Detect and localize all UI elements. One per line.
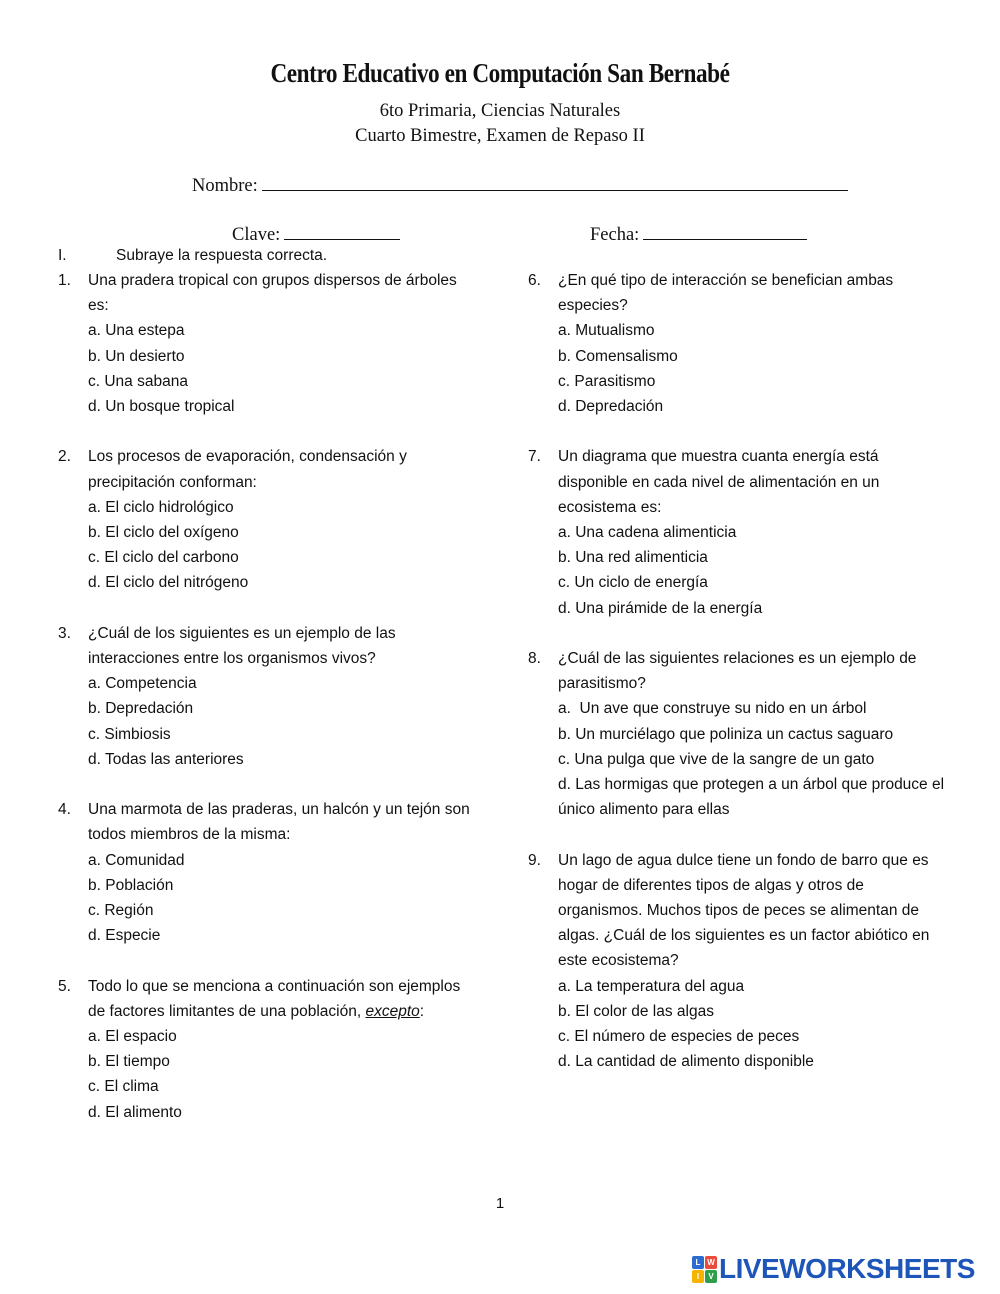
question-number: 9. — [528, 851, 541, 869]
question-number: 6. — [528, 272, 541, 289]
answer-option[interactable]: c. Simbiosis — [88, 725, 171, 743]
answer-option[interactable]: b. Comensalismo — [558, 347, 678, 365]
question-number: 5. — [58, 977, 71, 995]
question-stem: Una pradera tropical con grupos dispersos de árboles es: — [88, 272, 457, 315]
question-stem: Una marmota de las praderas, un halcón y un tejón son todos miembros de la misma: — [88, 801, 470, 844]
question-stem: ¿Cuál de los siguientes es un ejemplo de las interacciones entre los organismos vivos? — [88, 624, 396, 668]
answer-option[interactable]: c. Región — [88, 902, 154, 920]
question-6 — [528, 268, 948, 419]
question-2 — [58, 444, 478, 595]
question-8 — [528, 646, 948, 822]
answer-option[interactable]: b. El ciclo del oxígeno — [88, 524, 239, 542]
fecha-field[interactable] — [590, 223, 807, 246]
questions-right-column — [528, 268, 948, 1100]
answer-option[interactable]: a. Un ave que construye su nido en un árbol — [558, 700, 867, 718]
logo-text: LIVEWORKSHEETS — [719, 1253, 975, 1284]
answer-option[interactable]: c. Una sabana — [88, 372, 188, 390]
question-stem-tail: : — [419, 1002, 425, 1020]
name-field[interactable] — [192, 174, 848, 197]
answer-option[interactable]: a. La temperatura del agua — [558, 977, 745, 995]
answer-option[interactable]: d. Especie — [88, 927, 161, 945]
clave-label: Clave: — [232, 225, 281, 245]
answer-option[interactable]: c. El número de especies de peces — [558, 1028, 800, 1046]
liveworksheets-mark-icon — [692, 1256, 716, 1282]
question-stem-emphasis: excepto — [365, 1002, 420, 1020]
answer-option[interactable]: a. Mutualismo — [558, 322, 655, 340]
answer-option[interactable]: d. El ciclo del nitrógeno — [88, 574, 249, 592]
answer-option[interactable]: a. Una estepa — [88, 322, 185, 340]
answer-option[interactable]: a. El espacio — [88, 1028, 177, 1046]
question-number: 8. — [528, 650, 541, 668]
question-3 — [58, 621, 478, 772]
section-heading — [58, 247, 327, 265]
section-instruction: Subraye la respuesta correcta. — [116, 247, 328, 264]
logo-mark-tile: V — [705, 1270, 717, 1283]
question-number: 3. — [58, 624, 71, 642]
answer-option[interactable]: c. Un ciclo de energía — [558, 574, 708, 592]
answer-option[interactable]: d. Un bosque tropical — [88, 398, 235, 416]
answer-option[interactable]: c. Una pulga que vive de la sangre de un gato — [558, 750, 875, 768]
subtitle-exam: Cuarto Bimestre, Examen de Repaso II — [355, 126, 645, 146]
fecha-blank-line[interactable] — [643, 223, 807, 240]
logo-mark-tile: L — [692, 1256, 704, 1269]
answer-option[interactable]: a. Competencia — [88, 675, 197, 693]
answer-option[interactable]: c. Parasitismo — [558, 372, 656, 390]
answer-option[interactable]: d. Las hormigas que protegen a un árbol que produce el único alimento para ellas — [558, 776, 945, 819]
name-blank-line[interactable] — [262, 174, 848, 191]
answer-option[interactable]: b. Un desierto — [88, 347, 185, 365]
answer-option[interactable]: a. Una cadena alimenticia — [558, 524, 737, 542]
question-7 — [528, 444, 948, 620]
logo-mark-tile: W — [705, 1256, 717, 1269]
answer-option[interactable]: b. El color de las algas — [558, 1002, 714, 1020]
question-stem — [88, 974, 478, 1024]
subtitle-grade: 6to Primaria, Ciencias Naturales — [379, 101, 621, 121]
name-label: Nombre: — [192, 176, 258, 196]
question-number: 1. — [58, 272, 71, 289]
question-5 — [58, 974, 478, 1125]
answer-option[interactable]: b. Un murciélago que poliniza un cactus saguaro — [558, 725, 894, 743]
answer-option[interactable]: d. La cantidad de alimento disponible — [558, 1053, 814, 1071]
answer-option[interactable]: b. Una red alimenticia — [558, 549, 708, 567]
liveworksheets-logo[interactable] — [692, 1254, 975, 1284]
answer-option[interactable]: b. Población — [88, 876, 174, 894]
question-stem: Un diagrama que muestra cuanta energía está disponible en cada nivel de alimentación en un ecosistema es: — [558, 448, 880, 516]
answer-option[interactable]: a. El ciclo hidrológico — [88, 498, 234, 516]
answer-option[interactable]: a. Comunidad — [88, 851, 185, 869]
page-number: 1 — [495, 1195, 505, 1212]
clave-blank-line[interactable] — [284, 223, 400, 240]
answer-option[interactable]: d. Una pirámide de la energía — [558, 599, 763, 617]
answer-option[interactable]: d. El alimento — [88, 1103, 182, 1121]
question-stem: ¿En qué tipo de interacción se benefician ambas especies? — [558, 272, 894, 315]
answer-option[interactable]: d. Depredación — [558, 398, 664, 416]
question-number: 7. — [528, 448, 541, 466]
question-stem: Un lago de agua dulce tiene un fondo de barro que es hogar de diferentes tipos de algas y otros de organismos. Muchos tipos de peces se alimentan de algas. ¿Cuál de los siguientes es un factor abiótico en este ecosistema? — [558, 851, 930, 970]
answer-option[interactable]: c. El ciclo del carbono — [88, 549, 239, 567]
question-9 — [528, 848, 948, 1075]
answer-option[interactable]: c. El clima — [88, 1078, 159, 1096]
answer-option[interactable]: b. Depredación — [88, 700, 194, 718]
question-1 — [58, 268, 478, 419]
answer-option[interactable]: d. Todas las anteriores — [88, 750, 244, 768]
question-stem: ¿Cuál de las siguientes relaciones es un ejemplo de parasitismo? — [558, 650, 917, 693]
fecha-label: Fecha: — [590, 225, 640, 245]
question-4 — [58, 797, 478, 948]
answer-option[interactable]: b. El tiempo — [88, 1053, 170, 1071]
logo-mark-tile: I — [692, 1270, 704, 1283]
questions-left-column — [58, 268, 478, 1150]
clave-field[interactable] — [232, 223, 400, 246]
question-stem-text: Todo lo que se menciona a continuación son ejemplos de factores limitantes de una población, — [88, 977, 461, 1020]
question-number: 2. — [58, 448, 71, 466]
page-title: Centro Educativo en Computación San Bernabé — [270, 58, 730, 88]
question-stem: Los procesos de evaporación, condensación y precipitación conforman: — [88, 448, 407, 491]
question-number: 4. — [58, 801, 71, 819]
section-numeral: I. — [58, 247, 67, 264]
